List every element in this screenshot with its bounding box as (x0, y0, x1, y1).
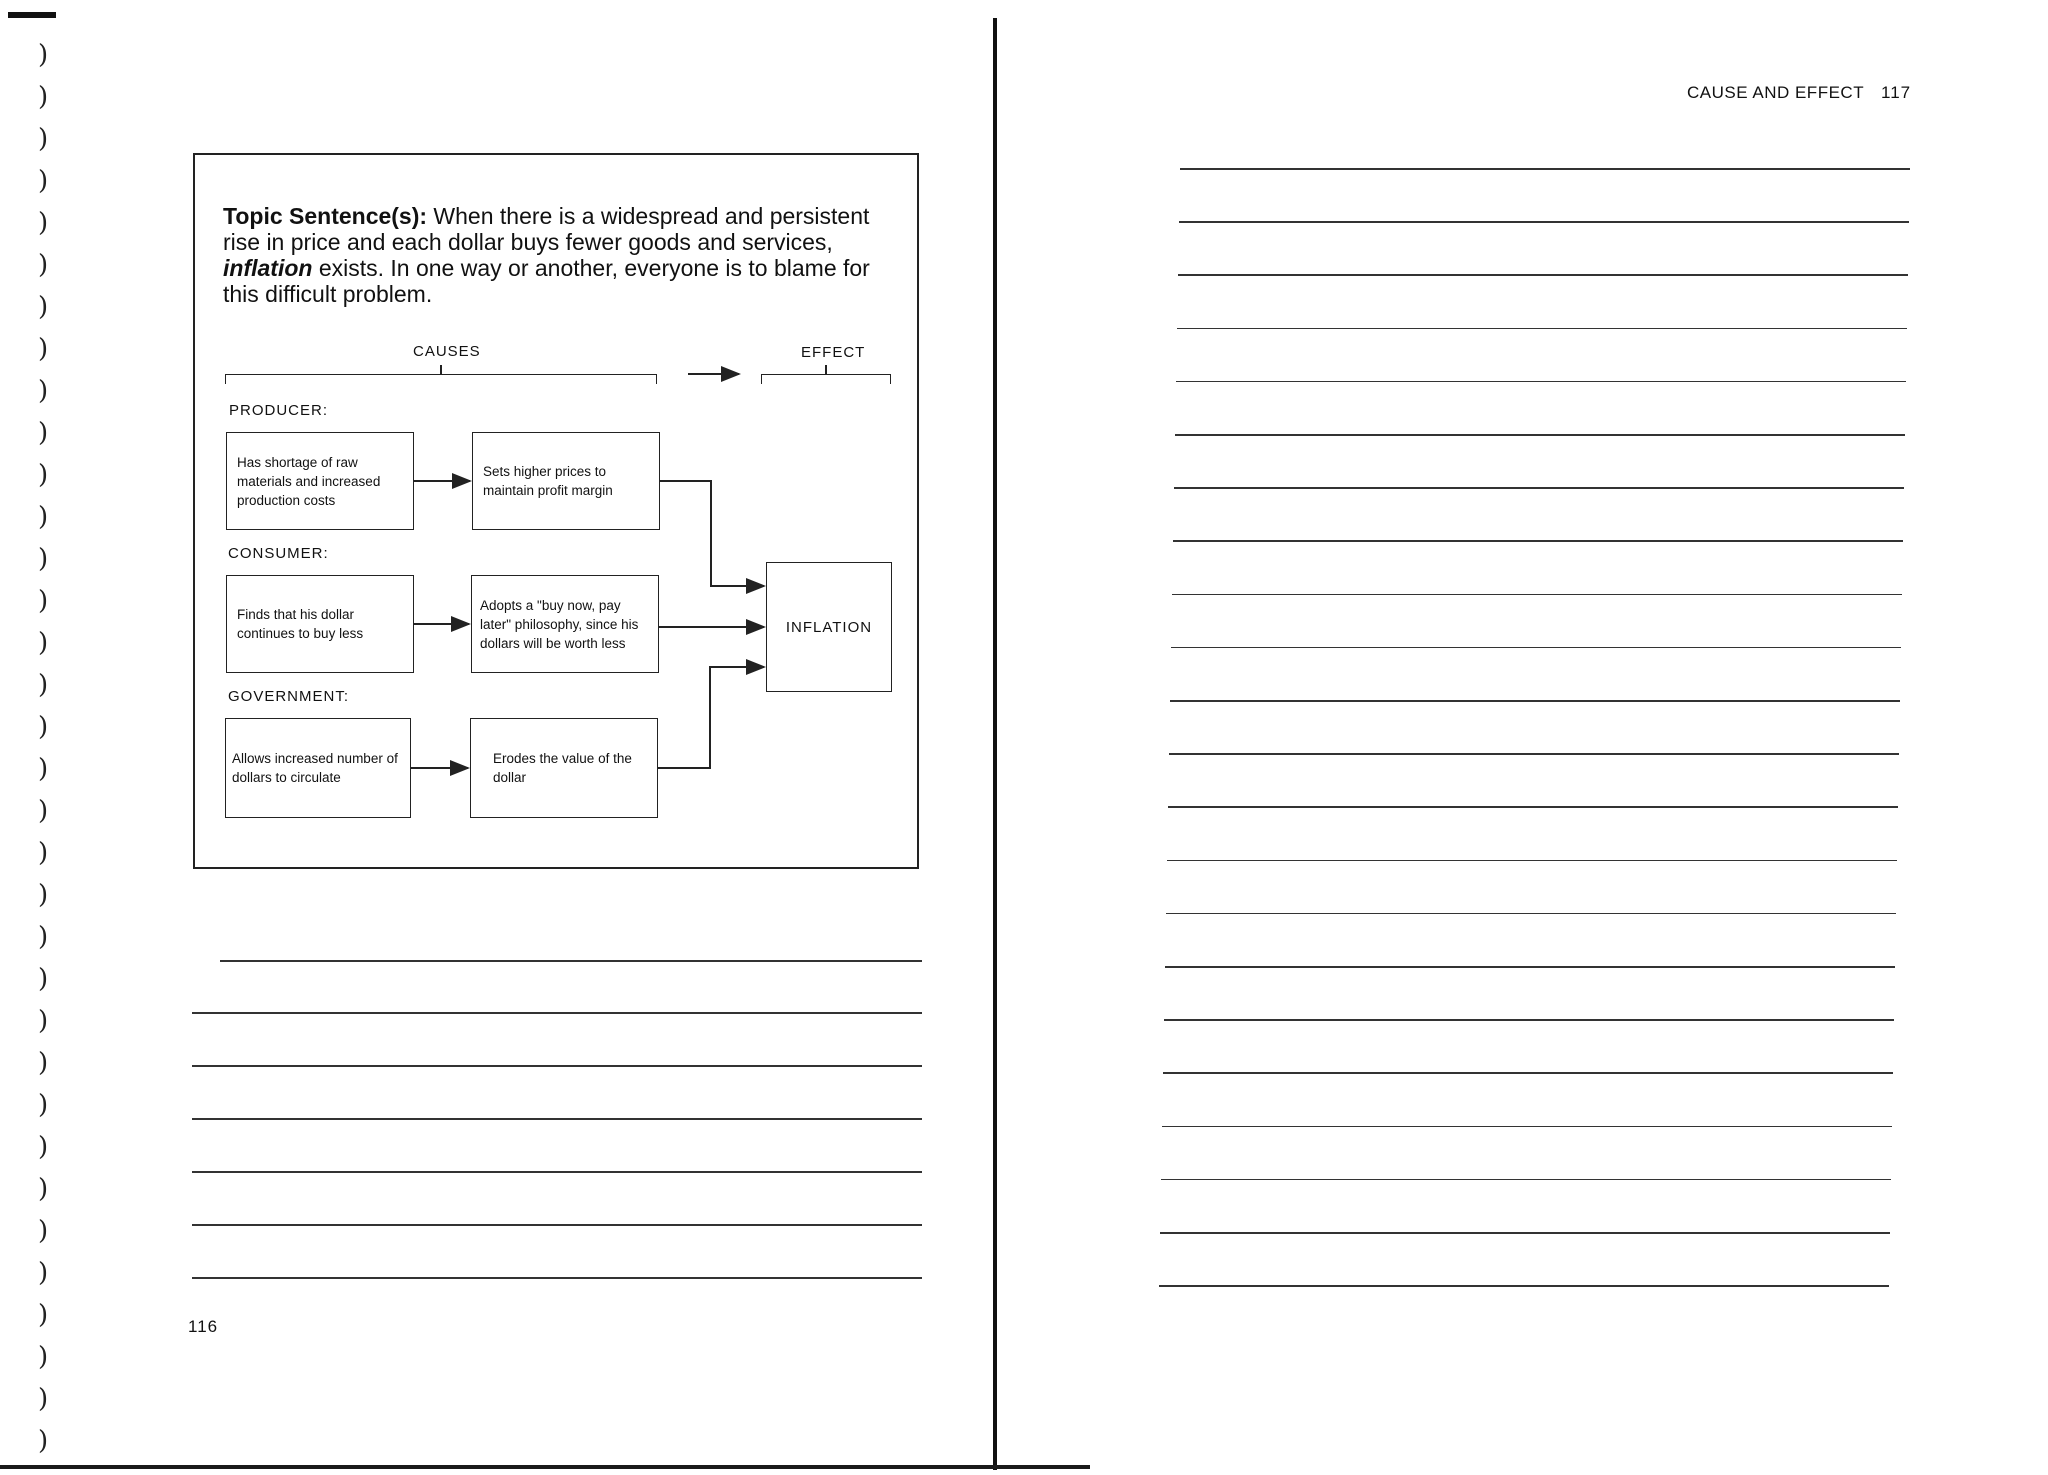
group-label-producer: PRODUCER: (229, 402, 329, 419)
binding-mark: ) (38, 250, 49, 280)
producer-cause-box (226, 432, 414, 530)
binding-mark: ) (38, 1090, 49, 1120)
causes-bracket-tick (440, 365, 442, 375)
binding-mark: ) (38, 880, 49, 910)
binding-mark: ) (38, 1426, 49, 1456)
consumer-cause-text: Finds that his dollar continues to buy less (237, 607, 364, 641)
binding-mark: ) (38, 1384, 49, 1414)
effect-bracket-tick (825, 365, 827, 375)
binding-mark: ) (38, 460, 49, 490)
topic-sentence-text-after: exists. In one way or another, everyone is to blame for this difficult problem. (223, 255, 870, 307)
binding-mark: ) (38, 1300, 49, 1330)
writing-line (1171, 647, 1901, 649)
right-page (1005, 0, 2048, 1475)
writing-line (1176, 381, 1906, 383)
causes-bracket (225, 374, 657, 384)
binding-mark: ) (38, 1174, 49, 1204)
effect-bracket (761, 374, 891, 384)
government-result-box (470, 718, 658, 818)
writing-line (220, 960, 922, 962)
consumer-result-box (471, 575, 659, 673)
topic-sentence-term: inflation (223, 255, 313, 281)
binding-mark: ) (38, 544, 49, 574)
right-page-number: 117 (1881, 83, 1912, 102)
writing-line (1162, 1126, 1892, 1128)
binding-mark: ) (38, 208, 49, 238)
writing-line (1177, 328, 1907, 330)
writing-line (1179, 221, 1909, 223)
topic-box (193, 153, 919, 869)
binding-mark: ) (38, 712, 49, 742)
writing-line (1170, 700, 1900, 702)
causes-heading: CAUSES (413, 343, 481, 360)
producer-effect-arrow (660, 481, 764, 586)
binding-mark: ) (38, 1342, 49, 1372)
writing-line (1174, 487, 1904, 489)
binding-mark: ) (38, 1006, 49, 1036)
binding-mark: ) (38, 40, 49, 70)
group-label-government: GOVERNMENT: (228, 688, 350, 705)
binding-mark: ) (38, 418, 49, 448)
writing-line (192, 1171, 922, 1173)
topic-sentence-text-before: When there is a widespread and persistent rise in price and each dollar buys fewer goods and services, (223, 203, 870, 255)
writing-line (1159, 1285, 1889, 1287)
consumer-cause-box (226, 575, 414, 673)
binding-mark: ) (38, 376, 49, 406)
binding-mark: ) (38, 124, 49, 154)
writing-line (192, 1277, 922, 1279)
writing-line (192, 1065, 922, 1067)
writing-line (1172, 594, 1902, 596)
writing-line (1166, 913, 1896, 915)
writing-line (1178, 274, 1908, 276)
binding-mark: ) (38, 838, 49, 868)
binding-mark: ) (38, 754, 49, 784)
effect-text: INFLATION (785, 618, 873, 636)
binding-mark: ) (38, 628, 49, 658)
left-page-number: 116 (188, 1317, 219, 1336)
left-page (0, 0, 995, 1475)
producer-result-text: Sets higher prices to maintain profit margin (483, 464, 613, 498)
writing-line (1165, 966, 1895, 968)
binding-mark: ) (38, 796, 49, 826)
writing-line (1173, 540, 1903, 542)
consumer-result-text: Adopts a "buy now, pay later" philosophy, since his dollars will be worth less (480, 597, 639, 651)
writing-line (192, 1224, 922, 1226)
government-result-text: Erodes the value of the dollar (493, 751, 632, 785)
writing-line (192, 1118, 922, 1120)
government-cause-box (225, 718, 411, 818)
binding-mark: ) (38, 964, 49, 994)
writing-line (1163, 1072, 1893, 1074)
topic-sentence (223, 203, 899, 307)
writing-line (1180, 168, 1910, 170)
binding-mark: ) (38, 82, 49, 112)
group-label-consumer: CONSUMER: (228, 545, 329, 562)
binding-mark: ) (38, 1132, 49, 1162)
binding-mark: ) (38, 334, 49, 364)
binding-mark: ) (38, 292, 49, 322)
writing-line (192, 1012, 922, 1014)
writing-line (1167, 860, 1897, 862)
binding-mark: ) (38, 1258, 49, 1288)
writing-line (1168, 806, 1898, 808)
writing-line (1169, 753, 1899, 755)
running-head: CAUSE AND EFFECT (1687, 83, 1865, 102)
writing-line (1160, 1232, 1890, 1234)
writing-line (1164, 1019, 1894, 1021)
binding-mark: ) (38, 166, 49, 196)
producer-cause-text: Has shortage of raw materials and increased production costs (237, 454, 381, 508)
government-effect-arrow (658, 667, 764, 768)
government-cause-text: Allows increased number of dollars to circulate (232, 751, 398, 785)
binding-mark: ) (38, 1048, 49, 1078)
effect-heading: EFFECT (801, 344, 866, 361)
binding-mark: ) (38, 502, 49, 532)
producer-result-box (472, 432, 660, 530)
binding-mark: ) (38, 586, 49, 616)
writing-line (1175, 434, 1905, 436)
binding-mark: ) (38, 922, 49, 952)
writing-line (1161, 1179, 1891, 1181)
binding-mark: ) (38, 670, 49, 700)
topic-sentence-label: Topic Sentence(s): (223, 203, 428, 229)
binding-mark: ) (38, 1216, 49, 1246)
effect-box (766, 562, 892, 692)
